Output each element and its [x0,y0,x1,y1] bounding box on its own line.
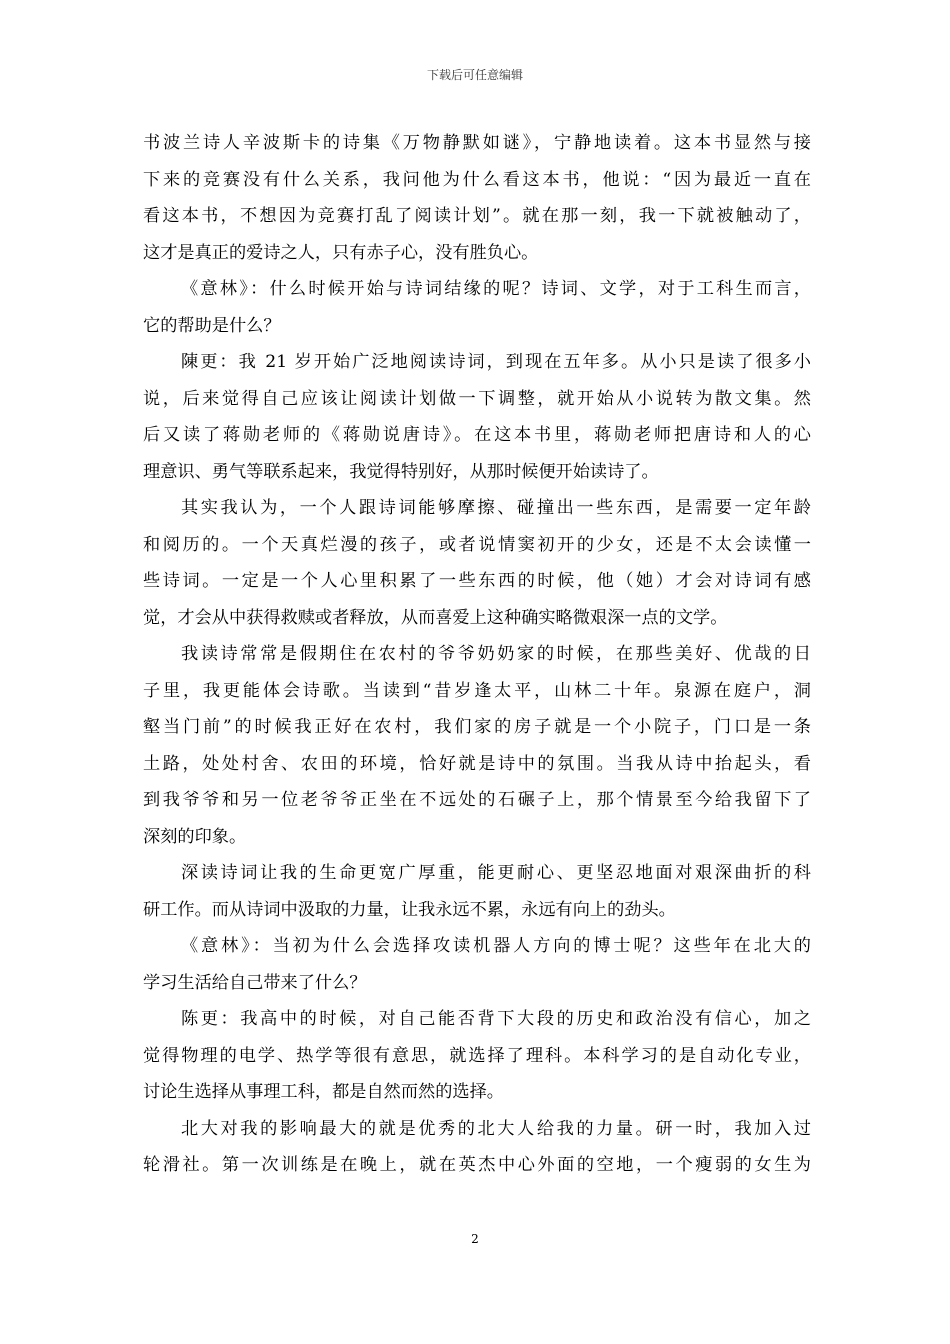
page-header: 下载后可任意编辑 [426,68,523,82]
text-line: 《意林》：什么时候开始与诗词结缘的呢？诗词、文学，对于工科生而言， [181,279,811,299]
text-line: 书波兰诗人辛波斯卡的诗集《万物静默如谜》，宁静地读着。这本书显然与接 [143,133,811,153]
text-line: 深刻的印象。 [143,826,247,847]
text-line: 些诗词。一定是一个人心里积累了一些东西的时候，他（她）才会对诗词有感 [143,571,811,591]
text-line: 轮滑社。第一次训练是在晚上，就在英杰中心外面的空地，一个瘦弱的女生为 [143,1155,811,1175]
text-line: 研工作。而从诗词中汲取的力量，让我永远不累，永远有向上的劲头。 [143,899,676,920]
document-body [143,125,811,1184]
text-line: 陈更：我高中的时候，对自己能否背下大段的历史和政治没有信心，加之 [181,1009,811,1029]
text-line: 到我爷爷和另一位老爷爷正坐在不远处的石碾子上，那个情景至今给我留下了 [143,790,811,810]
text-line: 觉得物理的电学、热学等很有意思，就选择了理科。本科学习的是自动化专业， [143,1045,811,1066]
text-line: 深读诗词让我的生命更宽广厚重，能更耐心、更坚忍地面对艰深曲折的科 [181,863,811,883]
text-line: 说，后来觉得自己应该让阅读计划做一下调整，就开始从小说转为散文集。然 [143,388,811,409]
text-line: 土路，处处村舍、农田的环境，恰好就是诗中的氛围。当我从诗中抬起头，看 [143,753,811,774]
text-line: 讨论生选择从事理工科，都是自然而然的选择。 [143,1082,504,1102]
text-line: 理意识、勇气等联系起来，我觉得特别好，从那时候便开始读诗了。 [143,461,659,482]
text-line: 下来的竞赛没有什么关系，我问他为什么看这本书，他说：“因为最近一直在 [143,169,811,190]
text-line: 陳更：我 21 岁开始广泛地阅读诗词，到现在五年多。从小只是读了很多小 [181,352,811,372]
text-line: 北大对我的影响最大的就是优秀的北大人给我的力量。研一时，我加入过 [181,1118,811,1139]
text-line: 和阅历的。一个天真烂漫的孩子，或者说情窦初开的少女，还是不太会读懂一 [143,534,811,555]
text-line: 子里，我更能体会诗歌。当读到“昔岁逢太平，山林二十年。泉源在庭户，洞 [143,680,811,701]
text-line: 觉，才会从中获得救赎或者释放，从而喜爱上这种确实略微艰深一点的文学。 [143,607,728,628]
text-line: 这才是真正的爱诗之人，只有赤子心，没有胜负心。 [143,242,539,263]
text-line: 看这本书，不想因为竞赛打乱了阅读计划”。就在那一刻，我一下就被触动了， [143,206,811,226]
text-line: 学习生活给自己带来了什么？ [143,972,367,993]
text-line: 《意林》：当初为什么会选择攻读机器人方向的博士呢？这些年在北大的 [181,936,811,956]
text-line: 我读诗常常是假期住在农村的爷爷奶奶家的时候，在那些美好、优哉的日 [181,644,811,664]
text-line: 其实我认为，一个人跟诗词能够摩擦、碰撞出一些东西，是需要一定年龄 [181,498,811,518]
page-number: 2 [471,1232,479,1246]
text-line: 壑当门前”的时候我正好在农村，我们家的房子就是一个小院子，门口是一条 [143,717,811,737]
text-line: 后又读了蒋勋老师的《蒋勋说唐诗》。在这本书里，蒋勋老师把唐诗和人的心 [143,425,811,445]
text-line: 它的帮助是什么？ [143,315,281,336]
